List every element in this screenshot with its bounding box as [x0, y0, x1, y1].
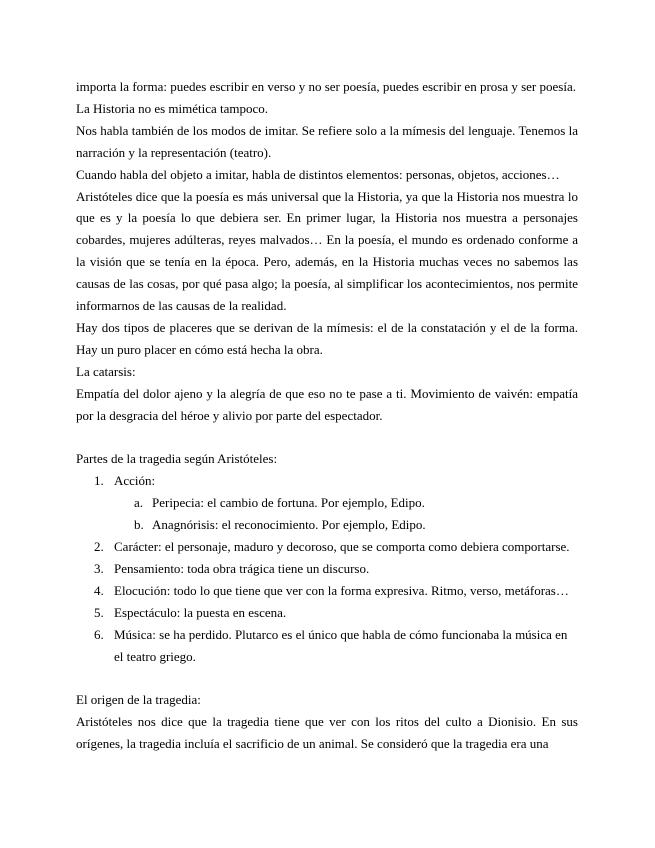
- paragraph-catharsis: Empatía del dolor ajeno y la alegría de que eso no te pase a ti. Movimiento de vaivén: empatía por la desgracia del héroe y alivio por parte del espectador.: [76, 385, 578, 423]
- list-item-text: Acción:: [114, 473, 156, 489]
- paragraph-origin: Aristóteles nos dice que la tragedia tiene que ver con los ritos del culto a Dionisio. En sus orígenes, la tragedia incluía el sacrificio de un animal. Se consideró que la tragedia era una: [76, 714, 578, 752]
- document-page: [76, 76, 578, 755]
- list-item: [76, 470, 578, 536]
- sub-list-item-text: Peripecia: el cambio de fortuna. Por ejemplo, Edipo.: [152, 495, 425, 511]
- list-number: 2.: [94, 539, 104, 555]
- paragraph-form: importa la forma: puedes escribir en verso y no ser poesía, puedes escribir en prosa y ser poesía.: [76, 79, 576, 94]
- list-item-text: Música: se ha perdido. Plutarco es el único que habla de cómo funcionaba la música en el teatro griego.: [114, 626, 568, 664]
- sub-list-item: [114, 514, 578, 536]
- paragraph-object: Cuando habla del objeto a imitar, habla de distintos elementos: personas, objetos, acciones…: [76, 166, 560, 182]
- list-number: 4.: [94, 582, 104, 598]
- sub-list-letter: a.: [134, 495, 144, 511]
- sub-list-letter: b.: [134, 517, 144, 533]
- sub-list-item-text: Anagnórisis: el reconocimiento. Por ejemplo, Edipo.: [152, 517, 426, 533]
- blank-line: [76, 427, 578, 449]
- list-item-text: Carácter: el personaje, maduro y decoroso, que se comporta como debiera comportarse.: [114, 539, 570, 555]
- list-number: 1.: [94, 473, 104, 489]
- paragraph-poetry-vs-history: Aristóteles dice que la poesía es más universal que la Historia, ya que la Historia nos muestra lo que es y la poesía lo que debiera ser. En primer lugar, la Historia nos muestra a personajes cobardes, mujeres adúlteras, reyes malvados… En la poesía, el mundo es ordenado conforme a la visión que se tenía en la época. Pero, además, en la Historia muchas veces no sabemos las causas de las cosas, por qué pasa algo; la poesía, al simplificar los acontecimientos, nos permite informarnos de las causas de la realidad.: [76, 188, 578, 314]
- list-item: [76, 580, 578, 602]
- list-item: [76, 558, 578, 580]
- list-item-text: Pensamiento: toda obra trágica tiene un discurso.: [114, 560, 370, 576]
- sub-list: [114, 492, 578, 536]
- paragraph-modes: Nos habla también de los modos de imitar. Se refiere solo a la mímesis del lenguaje. Tenemos la narración y la representación (teatro).: [76, 122, 578, 160]
- list-item: [76, 602, 578, 624]
- list-number: 6.: [94, 626, 104, 642]
- parts-list: [76, 470, 578, 667]
- blank-line: [76, 667, 578, 689]
- origin-heading: El origen de la tragedia:: [76, 692, 201, 708]
- list-item-text: Elocución: todo lo que tiene que ver con la forma expresiva. Ritmo, verso, metáforas…: [114, 582, 569, 598]
- list-item-text: Espectáculo: la puesta en escena.: [114, 604, 287, 620]
- sub-list-item: [114, 492, 578, 514]
- list-number: 5.: [94, 604, 104, 620]
- paragraph-history-mimetic: La Historia no es mimética tampoco.: [76, 100, 269, 116]
- list-item: [76, 624, 578, 668]
- list-item: [76, 536, 578, 558]
- catharsis-heading: La catarsis:: [76, 363, 136, 379]
- parts-heading: Partes de la tragedia según Aristóteles:: [76, 451, 278, 467]
- paragraph-pleasures: Hay dos tipos de placeres que se derivan de la mímesis: el de la constatación y el de la forma. Hay un puro placer en cómo está hecha la obra.: [76, 319, 578, 357]
- list-number: 3.: [94, 560, 104, 576]
